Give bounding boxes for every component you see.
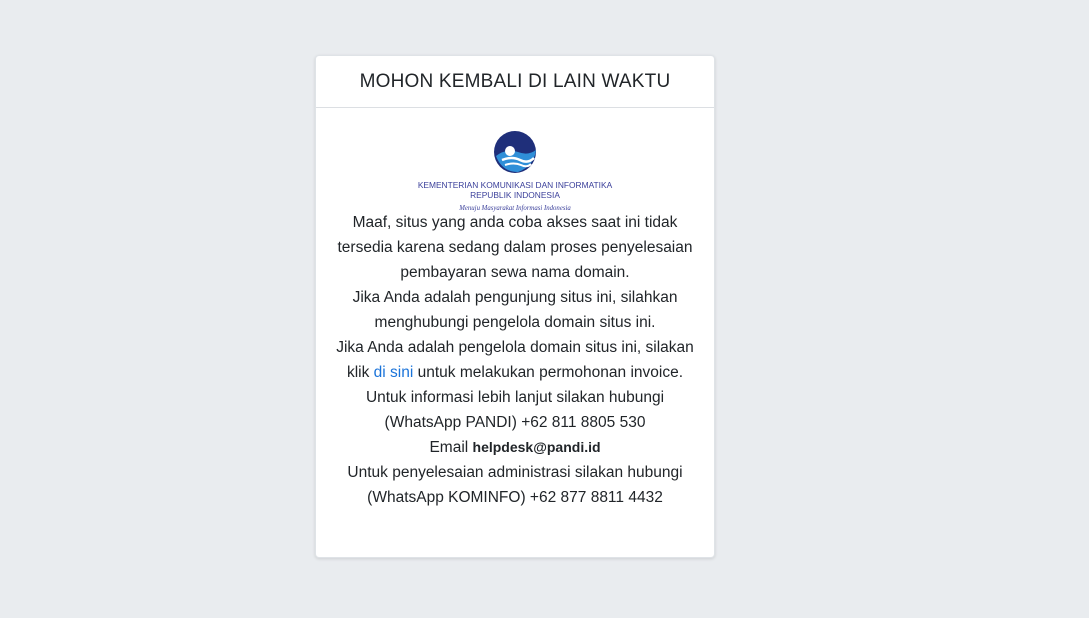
- message-paragraph-1: Maaf, situs yang anda coba akses saat ini tidak tersedia karena sedang dalam proses penyelesaian pembayaran sewa nama domain.: [337, 214, 693, 281]
- card-body: [316, 108, 714, 510]
- kominfo-emblem-icon: [494, 131, 536, 173]
- email-value: helpdesk@pandi.id: [472, 439, 601, 455]
- email-line: [335, 435, 695, 460]
- email-label: Email: [429, 439, 469, 456]
- message-p3-before: Jika Anda adalah pengelola domain situs ini, silakan klik: [336, 339, 694, 381]
- kominfo-logo: [410, 126, 620, 214]
- card-header: [316, 56, 714, 108]
- message-paragraph-4: Untuk informasi lebih lanjut silakan hubungi (WhatsApp PANDI) +62 811 8805 530: [365, 389, 665, 431]
- page-title: MOHON KEMBALI DI LAIN WAKTU: [359, 70, 671, 92]
- invoice-request-link[interactable]: di sini: [373, 364, 414, 381]
- logo-line1: KEMENTERIAN KOMUNIKASI DAN INFORMATIKA: [417, 180, 613, 190]
- notice-card: [315, 55, 715, 558]
- message-p3-after: untuk melakukan permohonan invoice.: [417, 364, 684, 381]
- message-paragraph-5: Untuk penyelesaian administrasi silakan hubungi (WhatsApp KOMINFO) +62 877 8811 4432: [347, 464, 683, 506]
- message-paragraph-2: Jika Anda adalah pengunjung situs ini, silahkan menghubungi pengelola domain situs ini.: [352, 289, 678, 331]
- logo-tagline: Menuju Masyarakat Informasi Indonesia: [459, 205, 571, 212]
- message-paragraph-3: [335, 335, 695, 385]
- logo-line2: REPUBLIK INDONESIA: [470, 190, 560, 200]
- message-body: [335, 210, 695, 510]
